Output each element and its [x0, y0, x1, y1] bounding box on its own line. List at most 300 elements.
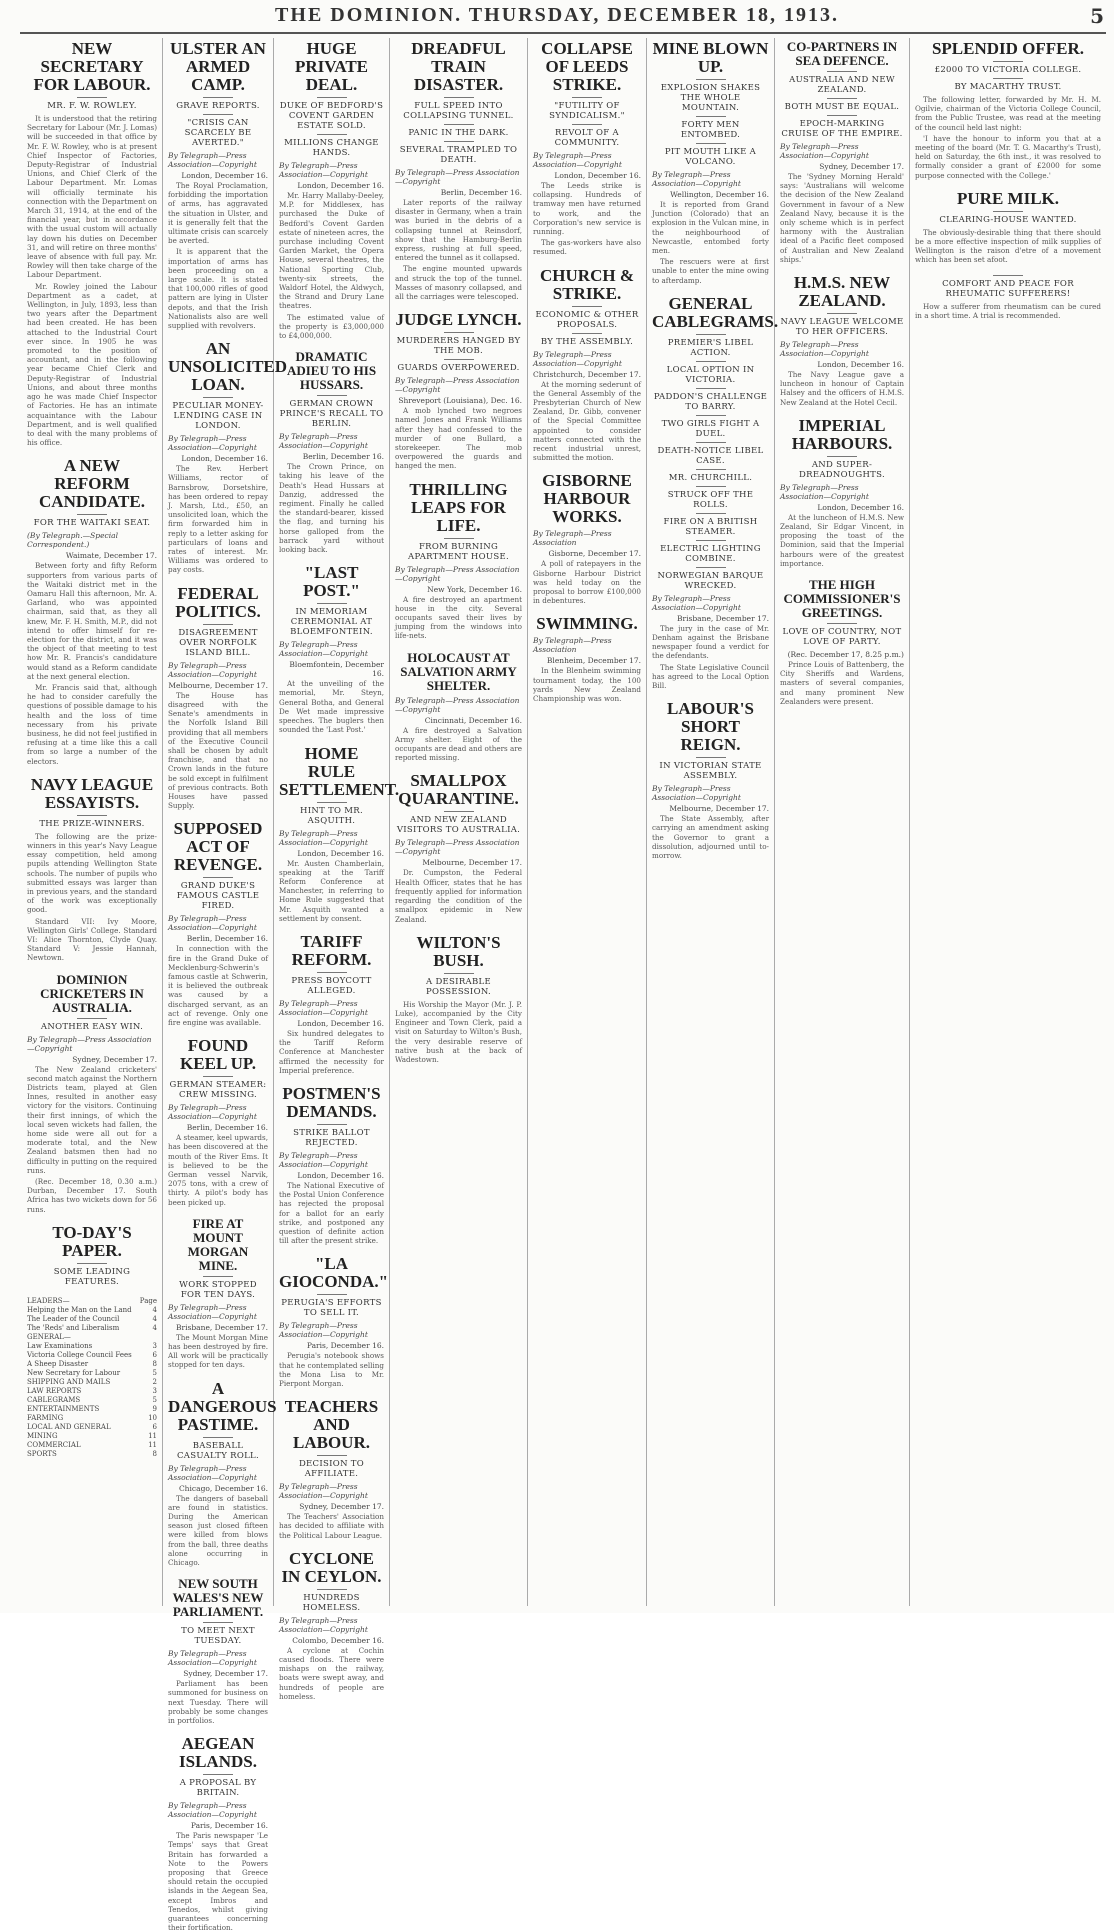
separator-rule	[993, 61, 1023, 62]
index-page: 11	[148, 1431, 157, 1440]
article-subhead: A PROPOSAL BY BRITAIN.	[179, 1778, 257, 1799]
separator-rule	[444, 332, 474, 333]
article-body	[168, 1679, 268, 1725]
index-row	[27, 1297, 157, 1306]
article	[279, 350, 384, 554]
article-dateline: London, December 16.	[297, 1018, 384, 1028]
index-page: 5	[152, 1368, 157, 1377]
article	[395, 311, 522, 470]
article-subhead: DEATH-NOTICE LIBEL CASE.	[657, 445, 764, 466]
article-paragraph: Six hundred delegates to the Tariff Reform Conference at Manchester affirmed the necessity for Imperial preference.	[279, 1028, 384, 1075]
article-paragraph: The estimated value of the property is £3,000,000 to £4,000,000.	[279, 312, 384, 341]
index-row	[27, 1315, 157, 1324]
index-entry: LEADERS—	[27, 1296, 70, 1305]
article-body	[780, 172, 904, 264]
article-body	[652, 200, 769, 285]
separator-rule	[696, 79, 726, 80]
article-paragraph: Dr. Cumpston, the Federal Health Officer, states that he has frequently applied for information regarding the condition of the smallpox epidemic in New Zealand.	[395, 868, 522, 924]
article-subhead: ANOTHER EASY WIN.	[40, 1021, 144, 1032]
article-subhead: PREMIER'S LIBEL ACTION.	[667, 337, 754, 358]
article-credit: By Telegraph—Press Association—Copyright	[279, 1150, 368, 1169]
article-subhead: BOTH MUST BE EQUAL.	[784, 102, 900, 112]
article-headline: NAVY LEAGUE ESSAYISTS.	[30, 774, 154, 812]
article	[915, 40, 1101, 180]
page-number: 5	[1090, 4, 1104, 28]
article	[395, 651, 522, 763]
separator-rule	[77, 1263, 107, 1264]
index-entry: New Secretary for Labour	[27, 1368, 121, 1377]
article-subhead: EXPLOSION SHAKES THE WHOLE MOUNTAIN.	[660, 83, 761, 113]
article-body	[780, 370, 904, 407]
index-row	[27, 1441, 157, 1450]
article-headline: DREADFUL TRAIN DISASTER.	[411, 39, 506, 94]
article-paragraph: How a sufferer from rheumatism can be cured in a short time. A trial is recommended.	[915, 301, 1101, 320]
article-paragraph: Mr. Austen Chamberlain, speaking at the Tariff Reform Conference at Manchester, in referring to Home Rule suggested that Mr. Asquith wanted a settlement by consent.	[279, 858, 384, 923]
article-headline: CHURCH & STRIKE.	[540, 265, 634, 303]
index-page: 11	[148, 1440, 157, 1449]
separator-rule	[317, 1589, 347, 1590]
article-credit: By Telegraph—Press Association—Copyright	[168, 914, 257, 933]
index-page: 3	[152, 1386, 157, 1395]
article-subhead: FIRE ON A BRITISH STEAMER.	[663, 516, 758, 537]
article-headline: SMALLPOX QUARANTINE.	[398, 771, 519, 809]
index-entry: SHIPPING AND MAILS	[27, 1377, 111, 1386]
article-credit: By Telegraph—Press Association—Copyright	[395, 838, 520, 857]
article	[279, 743, 400, 923]
article	[652, 700, 769, 860]
article-headline: GENERAL CABLEGRAMS.	[652, 293, 779, 331]
masthead	[0, 4, 1114, 30]
article-dateline: Christchurch, December 17.	[533, 369, 641, 379]
column-6	[647, 38, 779, 1606]
article-paragraph: The House has disagreed with the Senate's amendments in the Norfolk Island Bill providing that all members of the Executive Council shall be chosen by adult franchise, and that no Crown lands in the future be sold except in fulfilment of previous contracts. Both Houses have passed Supply.	[168, 690, 268, 811]
index-entry: Victoria College Council Fees	[27, 1350, 132, 1359]
separator-rule	[444, 973, 474, 974]
index-row	[27, 1360, 157, 1369]
article-headline: "LA GIOCONDA."	[279, 1254, 389, 1292]
article	[780, 417, 904, 568]
article-subhead: ECONOMIC & OTHER PROPOSALS.	[535, 309, 639, 330]
article-subhead: GERMAN STEAMER: CREW MISSING.	[169, 1080, 267, 1101]
article-subhead: PADDON'S CHALLENGE TO BARRY.	[653, 391, 768, 412]
article-credit: By Telegraph—Press Association—Copyright	[168, 151, 257, 169]
article-body	[533, 181, 641, 257]
article	[279, 1550, 384, 1701]
article-dateline: London, December 16.	[554, 171, 641, 180]
separator-rule	[572, 306, 602, 307]
separator-rule	[77, 815, 107, 816]
article-body	[168, 1494, 268, 1568]
separator-rule	[827, 623, 857, 624]
article-paragraph: (Rec. December 18, 0.30 a.m.) Durban, December 17. South Africa has two wickets down for 56 runs.	[27, 1177, 157, 1214]
article-dateline: Gisborne, December 17.	[548, 549, 641, 559]
article	[168, 820, 268, 1027]
article-headline: JUDGE LYNCH.	[395, 310, 522, 330]
article-body	[279, 1646, 384, 1701]
index-row	[27, 1369, 157, 1378]
article	[780, 40, 904, 264]
article-body	[27, 1065, 157, 1214]
article-subhead: STRUCK OFF THE ROLLS.	[667, 489, 754, 510]
article-paragraph: The New Zealand cricketers' second match against the Northern Districts team, played at Glen Innes, resulted in another easy victory for the visitors. Continuing their first innings, of which the local seven wickets had fallen, the home side were all out for a moderate total, and the New Zealand batsmen then had no difficulty in putting on the required runs.	[27, 1064, 157, 1175]
article-dateline: Sydney, December 17.	[183, 1669, 268, 1679]
article-subhead: NORWEGIAN BARQUE WRECKED.	[657, 570, 764, 591]
separator-rule	[572, 124, 602, 125]
index-page: 3	[152, 1341, 157, 1350]
article-credit: By Telegraph—Press Association—Copyright	[279, 640, 368, 659]
index-entry: The 'Reds' and Liberalism	[27, 1323, 120, 1332]
article-credit: By Telegraph—Press Association—Copyright	[395, 695, 520, 714]
article-dateline: Paris, December 16.	[306, 1341, 384, 1351]
article-credit: By Telegraph—Press Association	[533, 529, 612, 548]
index-row	[27, 1387, 157, 1396]
article-headline: A DANGEROUS PASTIME.	[168, 1378, 277, 1434]
article-body	[168, 944, 268, 1027]
index-page: 9	[152, 1404, 157, 1413]
index-page: 10	[148, 1413, 157, 1422]
article-credit: By Telegraph—Press Association—Copyright	[279, 1482, 368, 1501]
article-subhead: GRAVE REPORTS.	[176, 101, 260, 111]
index-page: Page	[139, 1296, 157, 1305]
article-subhead: HINT TO MR. ASQUITH.	[299, 805, 364, 826]
article	[395, 772, 522, 923]
article-subhead: "CRISIS CAN SCARCELY BE AVERTED."	[184, 118, 252, 148]
article	[168, 1217, 268, 1370]
column-2	[163, 38, 288, 1932]
article-dateline: Melbourne, December 17.	[422, 858, 522, 868]
article	[168, 1735, 268, 1932]
article-headline: SPLENDID OFFER.	[931, 39, 1085, 58]
separator-rule	[444, 811, 474, 812]
article-paragraph: Prince Louis of Battenberg, the City Sheriffs and Wardens, masters of several companies, and many prominent New Zealanders were present.	[780, 660, 904, 706]
article-credit: By Telegraph—Press Association—Copyright	[168, 1801, 257, 1820]
article-dateline: New York, December 16.	[427, 584, 522, 594]
article-paragraph: The Rev. Herbert Williams, rector of Barnsbrow, Dorsetshire, has been ordered to repay J. Marsh, Ltd., £50, an unsolicited loan, which the firm forwarded him in reply to a letter asking for particulars of loans and rates of interest. Mr. Williams was ordered to pay costs.	[168, 464, 268, 575]
article-paragraph: It is reported from Grand Junction (Colorado) that an explosion in the Vulcan mine, in the neighbourhood of Newcastle, entombed forty men.	[652, 200, 769, 256]
separator-rule	[317, 1124, 347, 1125]
article-credit: By Telegraph—Press Association—Copyright	[168, 1103, 257, 1122]
index-page: 8	[152, 1359, 157, 1368]
article-dateline: Colombo, December 16.	[292, 1635, 384, 1645]
article-subhead: IN VICTORIAN STATE ASSEMBLY.	[659, 761, 762, 782]
article-headline: PURE MILK.	[957, 188, 1059, 208]
article-dateline: Brisbane, December 17.	[677, 613, 769, 623]
article	[652, 293, 779, 691]
separator-rule	[993, 275, 1023, 276]
separator-rule	[444, 124, 474, 125]
article-subhead: BASEBALL CASUALTY ROLL.	[177, 1440, 259, 1461]
article-subhead: A DESIRABLE POSSESSION.	[425, 976, 492, 997]
article-body	[168, 181, 268, 330]
index-entry: LAW REPORTS	[27, 1386, 82, 1395]
article-body	[168, 1831, 268, 1932]
article-body	[279, 679, 384, 734]
article-headline: "LAST POST."	[303, 563, 360, 601]
article-body	[533, 666, 641, 703]
article-subhead: DISAGREEMENT OVER NORFOLK ISLAND BILL.	[178, 627, 258, 658]
article-headline: DOMINION CRICKETERS IN AUSTRALIA.	[40, 971, 144, 1015]
article-credit: By Telegraph—Press Association—Copyright	[395, 564, 520, 583]
column-3	[274, 38, 400, 1701]
index-page: 4	[152, 1305, 157, 1314]
separator-rule	[203, 1276, 233, 1277]
separator-rule	[696, 388, 726, 389]
article-subhead: PERUGIA'S EFFORTS TO SELL IT.	[281, 1298, 382, 1319]
separator-rule	[696, 143, 726, 144]
article-subhead: REVOLT OF A COMMUNITY.	[554, 128, 620, 148]
index-entry: Helping the Man on the Land	[27, 1305, 132, 1314]
article-credit: By Telegraph—Press Association—Copyright	[168, 434, 257, 453]
index-page: 5	[152, 1395, 157, 1404]
article-paragraph: The 'Sydney Morning Herald' says: 'Australians will welcome the decision of the New Zealand Government in favour of a New Zealand Navy, because it is the only scheme which is in perfect harmony with the Australian ideal of a Pacific fleet composed of Australian and New Zealand ships.'	[780, 172, 904, 264]
separator-rule	[696, 469, 726, 470]
article	[168, 1378, 277, 1568]
article-subhead: FROM BURNING APARTMENT HOUSE.	[408, 541, 509, 562]
separator-rule	[203, 1076, 233, 1077]
article	[652, 40, 769, 285]
separator-rule	[827, 115, 857, 116]
separator-rule	[572, 333, 602, 334]
article-paragraph: The Mount Morgan Mine has been destroyed by fire. All work will be practically stopped for ten days.	[168, 1332, 268, 1370]
separator-rule	[317, 603, 347, 604]
index-row	[27, 1333, 157, 1342]
article-dateline: Melbourne, December 17.	[168, 680, 268, 690]
article-headline: ULSTER AN ARMED CAMP.	[170, 39, 266, 94]
article-headline: FOUND KEEL UP.	[180, 1036, 256, 1074]
article-headline: NEW SECRETARY FOR LABOUR.	[33, 39, 151, 94]
separator-rule	[444, 141, 474, 142]
article-dateline: Sydney, December 17.	[819, 162, 904, 171]
separator-rule	[444, 97, 474, 98]
article-subhead: DECISION TO AFFILIATE.	[298, 1459, 365, 1480]
article-credit: By Telegraph—Press Association—Copyright	[168, 1463, 257, 1482]
article	[168, 339, 288, 575]
article-subhead: HUNDREDS HOMELESS.	[302, 1592, 361, 1613]
article-subhead: COMFORT AND PEACE FOR RHEUMATIC SUFFERERS!	[942, 278, 1074, 299]
article-paragraph: It is apparent that the importation of arms has been proceeding on a large scale. It is stated that 100,000 rifles of good pattern are lying in Ulster depots, and that the Irish Nationalists also are well supplied with revolvers.	[168, 247, 268, 331]
article-headline: MINE BLOWN UP.	[652, 39, 769, 76]
separator-rule	[317, 134, 347, 135]
separator-rule	[696, 442, 726, 443]
index-row	[27, 1396, 157, 1405]
article-credit: By Telegraph—Press Association—Copyright	[652, 593, 741, 612]
separator-rule	[317, 1455, 347, 1456]
column-7	[775, 38, 910, 1606]
article-subhead: PRESS BOYCOTT ALLEGED.	[291, 975, 372, 996]
article-subhead: PECULIAR MONEY-LENDING CASE IN LONDON.	[172, 401, 264, 432]
article-credit: By Telegraph—Press Association—Copyright	[533, 151, 622, 169]
article-subhead: AND SUPER-DREADNOUGHTS.	[799, 459, 885, 480]
index-row	[27, 1405, 157, 1414]
article-headline: THE HIGH COMMISSIONER'S GREETINGS.	[783, 577, 901, 621]
article-dateline: Sydney, December 17.	[299, 1502, 384, 1512]
article	[780, 578, 904, 706]
article-dateline: Berlin, December 16.	[440, 188, 522, 197]
article-headline: FIRE AT MOUNT MORGAN MINE.	[187, 1215, 249, 1273]
article-dateline: London, December 16.	[817, 360, 904, 370]
article-credit: By Telegraph—Press Association—Copyright	[279, 998, 368, 1017]
separator-rule	[203, 624, 233, 625]
article	[279, 1085, 384, 1245]
index-entry: Law Examinations	[27, 1341, 93, 1350]
article-headline: AN UNSOLICITED LOAN.	[168, 339, 288, 395]
separator-rule	[696, 334, 726, 335]
column-1	[22, 38, 163, 1606]
article	[168, 1577, 268, 1725]
article-body	[533, 559, 641, 605]
article-paragraph: The obviously-desirable thing that there should be a more effective inspection of milk supplies of Wellington is the raison d'etre of a movement which has been set afoot.	[915, 227, 1101, 265]
article-dateline: Blenheim, December 17.	[546, 656, 641, 666]
index-entry: FARMING	[27, 1413, 64, 1422]
article-credit: By Telegraph—Press Association—Copyright	[533, 349, 622, 368]
index-row	[27, 1342, 157, 1351]
article-paragraph: A fire destroyed an apartment house in the city. Several occupants saved their lives by jumping from the windows into life-nets.	[395, 594, 522, 641]
column-8	[910, 38, 1106, 1606]
article-headline: AEGEAN ISLANDS.	[179, 1734, 257, 1772]
article-body	[780, 513, 904, 568]
index-entry: A Sheep Disaster	[27, 1359, 89, 1368]
article-body	[168, 1133, 268, 1207]
article-paragraph: The State Assembly, after carrying an amendment asking the Governor to grant a dissolution, adjourned until to-morrow.	[652, 814, 769, 861]
article-paragraph: The following letter, forwarded by Mr. H. M. Ogilvie, chairman of the Victoria College Council, from the Public Trustee, was read at the meeting of the council held last night:	[915, 95, 1101, 132]
index-page: 4	[152, 1323, 157, 1332]
separator-rule	[317, 395, 347, 396]
article-headline: TARIFF REFORM.	[291, 931, 372, 969]
separator-rule	[77, 514, 107, 515]
separator-rule	[827, 71, 857, 72]
article-paragraph: Later reports of the railway disaster in Germany, when a train was buried in the debris of a collapsing tunnel at Reinsdorf, show that the Hamburg-Berlin express, rushing at full speed, entered the tunnel as it collapsed.	[395, 198, 522, 263]
article	[533, 472, 641, 605]
article-paragraph: His Worship the Mayor (Mr. J. P. Luke), accompanied by the City Engineer and Town Clerk, paid a visit on Saturday to Wilton's Bush, the very desirable reserve of native bush at the back of Wadestown.	[395, 999, 522, 1064]
separator-rule	[696, 486, 726, 487]
article-dateline: Waimate, December 17.	[65, 551, 157, 561]
separator-rule	[203, 1774, 233, 1775]
article-headline: TO-DAY'S PAPER.	[52, 1222, 132, 1260]
article-credit: By Telegraph—Press Association—Copyright	[652, 170, 741, 188]
article-subhead: DUKE OF BEDFORD'S COVENT GARDEN ESTATE SOLD.	[279, 101, 384, 131]
article-body	[279, 1351, 384, 1388]
article-headline: HOLOCAUST AT SALVATION ARMY SHELTER.	[400, 649, 517, 693]
article-dateline: Wellington, December 16.	[670, 190, 769, 199]
separator-rule	[317, 1294, 347, 1295]
index-entry: GENERAL—	[27, 1332, 71, 1341]
article-subhead: LOVE OF COUNTRY, NOT LOVE OF PARTY.	[782, 627, 902, 648]
separator-rule	[696, 757, 726, 758]
article-paragraph: The Teachers' Association has decided to affiliate with the Political Labour League.	[279, 1512, 384, 1540]
article-paragraph: The gas-workers have also resumed.	[533, 238, 641, 257]
article-body	[279, 859, 384, 923]
separator-rule	[203, 1437, 233, 1438]
article-subhead: MR. F. W. ROWLEY.	[47, 101, 137, 111]
separator-rule	[572, 97, 602, 98]
index-page: 6	[152, 1422, 157, 1431]
article-body	[915, 302, 1101, 320]
article-paragraph: The rescuers were at first unable to enter the mine owing to afterdamp.	[652, 257, 769, 285]
separator-rule	[993, 78, 1023, 79]
article	[279, 564, 384, 734]
article-credit: By Telegraph—Press Association—Copyright	[168, 1649, 257, 1668]
separator-rule	[203, 97, 233, 98]
article-paragraph: The jury in the case of Mr. Denham against the Brisbane newspaper found a verdict for the defendants.	[652, 623, 769, 661]
article-subhead: TO MEET NEXT TUESDAY.	[181, 1626, 255, 1647]
article-paragraph: A fire destroyed a Salvation Army shelter. Eight of the occupants are dead and others are reported missing.	[395, 725, 522, 763]
article-credit: By Telegraph—Press Association—Copyright	[652, 784, 741, 803]
article-dateline: Shreveport (Louisiana), Dec. 16.	[398, 396, 522, 406]
separator-rule	[317, 972, 347, 973]
separator-rule	[77, 97, 107, 98]
index-row	[27, 1306, 157, 1315]
article-headline: DRAMATIC ADIEU TO HIS HUSSARS.	[286, 349, 377, 393]
article-dateline: London, December 16.	[297, 181, 384, 190]
article	[533, 267, 641, 463]
article-dateline: Berlin, December 16.	[186, 1123, 268, 1133]
article	[279, 1398, 384, 1540]
article-subhead: £2000 TO VICTORIA COLLEGE.	[934, 65, 1082, 75]
article-headline: CYCLONE IN CEYLON.	[281, 1548, 382, 1586]
article	[27, 1224, 157, 1287]
article-credit: By Telegraph—Press Association—Copyright	[279, 1615, 368, 1634]
index-page: 4	[152, 1314, 157, 1323]
article-subhead: IN MEMORIAM CEREMONIAL AT BLOEMFONTEIN.	[290, 607, 373, 638]
article-paragraph: Parliament has been summoned for business on next Tuesday. There will probably be some changes in portfolios.	[168, 1679, 268, 1726]
article-paragraph: At the luncheon of H.M.S. New Zealand, Sir Edgar Vincent, in proposing the toast of the Dominion, said that the Imperial harbours were of the greatest importance.	[780, 512, 904, 568]
article-headline: WILTON'S BUSH.	[416, 932, 501, 970]
index-page: 6	[152, 1350, 157, 1359]
article-subhead: AUSTRALIA AND NEW ZEALAND.	[789, 75, 895, 95]
index-entry: ENTERTAINMENTS	[27, 1404, 100, 1413]
article-credit: By Telegraph—Press Association—Copyright	[279, 828, 368, 847]
contents-index	[27, 1297, 157, 1459]
separator-rule	[696, 361, 726, 362]
article-headline: HOME RULE SETTLEMENT.	[279, 743, 400, 799]
article	[395, 40, 522, 301]
article-dateline: London, December 16.	[297, 848, 384, 858]
article-paragraph: 'I have the honour to inform you that at a meeting of the board (Mr. T. G. Macarthy's Trust), held on Saturday, the 6th inst., it was resolved to formally consider a grant of £2000 for some purpose connected with the College.'	[915, 133, 1101, 180]
article-body	[168, 691, 268, 811]
article-paragraph: It is understood that the retiring Secretary for Labour (Mr. J. Lomas) will be succeeded in that office by Mr. F. W. Rowley, who is at present Chief Inspector of Factories, Deputy-Registrar of Industrial Unions, and Chief Clerk of the Labour Department. Mr. Lomas will officially terminate his connection with the Department on March 31, 1914, at the end of the financial year, but in accordance with the usual custom will actually lay down his duties on December 31, and will retire on three months' leave of absence with full pay. Mr. Rowley will then take charge of the Labour Department.	[27, 114, 157, 280]
article-subhead: BY MACARTHY TRUST.	[954, 82, 1062, 92]
article-subhead: GRAND DUKE'S FAMOUS CASTLE FIRED.	[176, 881, 260, 912]
article-paragraph: The Leeds strike is collapsing. Hundreds of tramway men have returned to work, and the Corporation's new service is running.	[533, 181, 641, 237]
article-subhead: FULL SPEED INTO COLLAPSING TUNNEL.	[403, 101, 514, 121]
article-headline: COLLAPSE OF LEEDS STRIKE.	[541, 39, 633, 94]
article	[279, 40, 384, 340]
separator-rule	[203, 114, 233, 115]
article-paragraph: Mr. Harry Mallaby-Deeley, M.P. for Middlesex, has purchased the Duke of Bedford's Covent Garden estate of nineteen acres, the purchase including Covent Garden Market, the Opera House, several theatres, the National Sporting Club, twenty-six streets, the Waldorf Hotel, the Aldwych, the Strand and Drury Lane theatres.	[279, 191, 384, 311]
article-body	[915, 95, 1101, 180]
article-headline: LABOUR'S SHORT REIGN.	[667, 699, 754, 755]
index-page: 8	[152, 1449, 157, 1458]
article	[168, 585, 268, 811]
article-credit: By Telegraph—Press Association—Copyright	[780, 482, 869, 501]
article-subhead: TWO GIRLS FIGHT A DUEL.	[661, 418, 760, 439]
article-paragraph: In the Blenheim swimming tournament today, the 100 yards New Zealand Championship was won.	[533, 666, 641, 704]
article-body	[915, 228, 1101, 265]
article-dateline: London, December 16.	[181, 171, 268, 180]
index-entry: CABLEGRAMS	[27, 1395, 81, 1404]
article-paragraph: The National Executive of the Postal Union Conference has rejected the proposal for a ballot for an early strike, and postponed any question of definite action till after the present strike.	[279, 1180, 384, 1246]
article-body	[27, 832, 157, 963]
article	[168, 40, 268, 330]
article-credit: By Telegraph—Press Association—Copyright	[168, 1302, 257, 1321]
article	[168, 1037, 268, 1207]
article-headline: SUPPOSED ACT OF REVENGE.	[173, 819, 263, 875]
masthead-rule	[20, 32, 1106, 34]
article	[27, 40, 157, 447]
article-paragraph: Perugia's notebook shows that he contemplated selling the Mona Lisa to Mr. Pierpont Morgan.	[279, 1351, 384, 1388]
article-headline: H.M.S. NEW ZEALAND.	[793, 273, 891, 311]
article-credit: By Telegraph—Press Association—Copyright	[395, 168, 520, 186]
